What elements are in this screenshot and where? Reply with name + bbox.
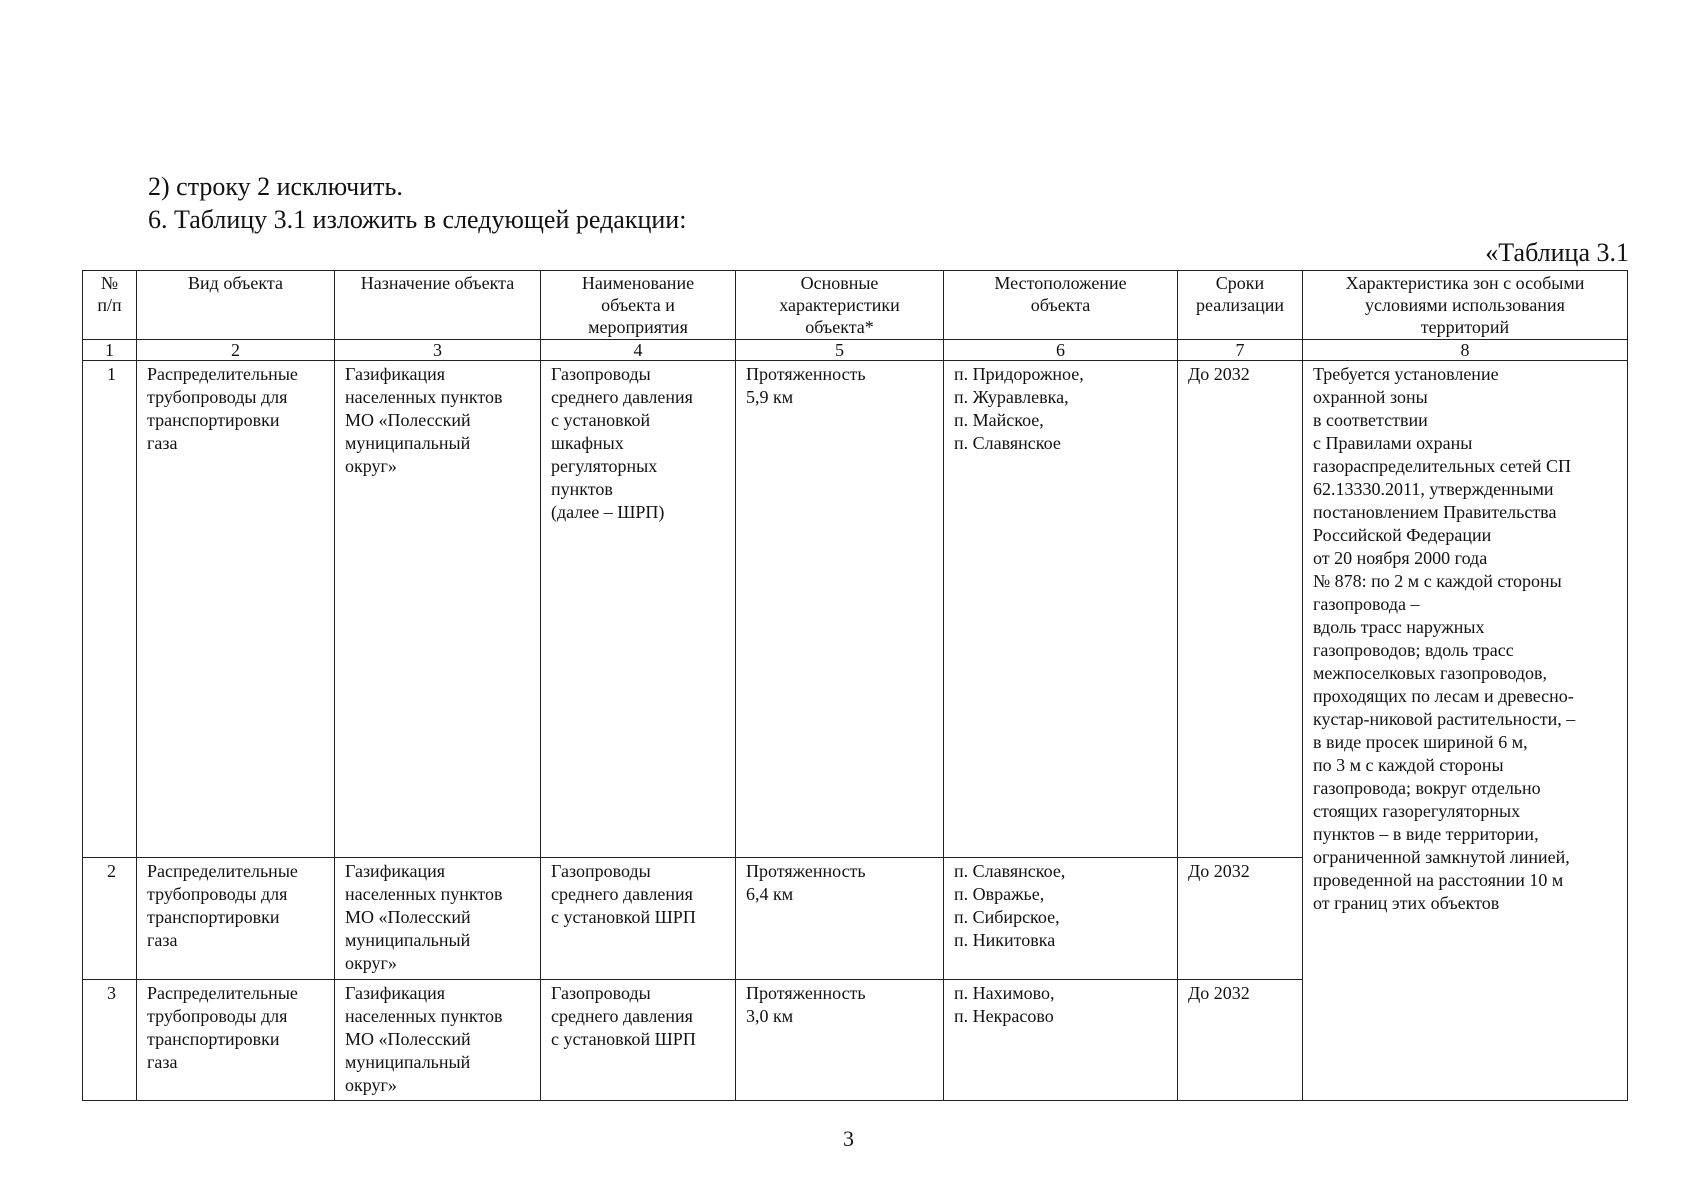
row-num: 3 [83, 980, 137, 1101]
row-location: п. Славянское, п. Овражье, п. Сибирское, п. Никитовка [944, 858, 1178, 980]
row-purpose: Газификация населенных пунктов МО «Полесский муниципальный округ» [335, 858, 541, 980]
row-location: п. Нахимово, п. Некрасово [944, 980, 1178, 1101]
row-name: Газопроводы среднего давления с установкой ШРП [541, 980, 736, 1101]
column-number: 1 [83, 340, 137, 361]
row-type: Распределительные трубопроводы для транспортировки газа [137, 858, 335, 980]
page-number: 3 [843, 1126, 854, 1151]
table-row [83, 361, 1628, 858]
header-name: Наименование объекта и мероприятия [541, 271, 736, 340]
row-name: Газопроводы среднего давления с установкой шкафных регуляторных пунктов (далее – ШРП) [541, 361, 736, 858]
column-number: 2 [137, 340, 335, 361]
column-numbers-row [83, 340, 1628, 361]
header-num: № п/п [83, 271, 137, 340]
column-number: 8 [1303, 340, 1628, 361]
row-purpose: Газификация населенных пунктов МО «Полесский муниципальный округ» [335, 361, 541, 858]
row-characteristics: Протяженность 6,4 км [736, 858, 944, 980]
header-purpose: Назначение объекта [335, 271, 541, 340]
objects-table [82, 270, 1628, 1101]
column-number: 7 [1178, 340, 1303, 361]
instruction-line-2: 6. Таблицу 3.1 изложить в следующей редакции: [148, 205, 687, 234]
row-purpose: Газификация населенных пунктов МО «Полесский муниципальный округ» [335, 980, 541, 1101]
row-num: 2 [83, 858, 137, 980]
header-deadline: Сроки реализации [1178, 271, 1303, 340]
row-name: Газопроводы среднего давления с установкой ШРП [541, 858, 736, 980]
row-type: Распределительные трубопроводы для транспортировки газа [137, 361, 335, 858]
instruction-line-1: 2) строку 2 исключить. [148, 172, 403, 201]
row-deadline: До 2032 [1178, 980, 1303, 1101]
column-number: 3 [335, 340, 541, 361]
table-caption: «Таблица 3.1 [1485, 238, 1629, 267]
header-characteristics: Основные характеристики объекта* [736, 271, 944, 340]
row-num: 1 [83, 361, 137, 858]
header-type: Вид объекта [137, 271, 335, 340]
row-deadline: До 2032 [1178, 858, 1303, 980]
row-location: п. Придорожное, п. Журавлевка, п. Майское, п. Славянское [944, 361, 1178, 858]
column-number: 5 [736, 340, 944, 361]
column-number: 4 [541, 340, 736, 361]
zone-characteristics: Требуется установление охранной зоны в соответствии с Правилами охраны газораспределительных сетей СП 62.13330.2011, утвержденными постановлением Правительства Российской Федерации от 20 ноября 2000 года № 878: по 2 м с каждой стороны газопровода – вдоль трасс наружных газопроводов; вдоль трасс межпоселковых газопроводов, проходящих по лесам и древесно- кустар-никовой растительности, – в виде просек шириной 6 м, по 3 м с каждой стороны газопровода; вокруг отдельно стоящих газорегуляторных пунктов – в виде территории, ограниченной замкнутой линией, проведенной на расстоянии 10 м от границ этих объектов [1303, 361, 1628, 1101]
header-row [83, 271, 1628, 340]
header-zones: Характеристика зон с особыми условиями использования территорий [1303, 271, 1628, 340]
row-characteristics: Протяженность 3,0 км [736, 980, 944, 1101]
column-number: 6 [944, 340, 1178, 361]
row-characteristics: Протяженность 5,9 км [736, 361, 944, 858]
header-location: Местоположение объекта [944, 271, 1178, 340]
row-deadline: До 2032 [1178, 361, 1303, 858]
row-type: Распределительные трубопроводы для транспортировки газа [137, 980, 335, 1101]
